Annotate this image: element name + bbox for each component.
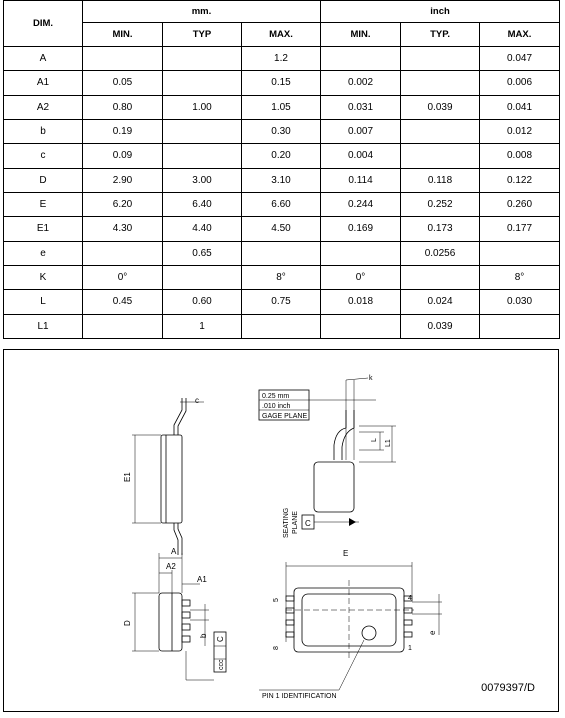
value-cell: 0.041 — [480, 95, 560, 119]
dim-header: DIM. — [4, 1, 83, 47]
value-cell: 0.244 — [321, 192, 401, 216]
inch-header: inch — [321, 1, 560, 23]
value-cell: 1.00 — [163, 95, 242, 119]
value-cell — [321, 47, 401, 71]
value-cell: 1 — [163, 314, 242, 338]
value-cell: 0.173 — [401, 217, 480, 241]
value-cell: 0.122 — [480, 168, 560, 192]
value-cell: 0.0256 — [401, 241, 480, 265]
value-cell: 1.2 — [242, 47, 321, 71]
value-cell: 3.00 — [163, 168, 242, 192]
value-cell — [480, 314, 560, 338]
table-row — [4, 192, 560, 216]
value-cell: 0.002 — [321, 71, 401, 95]
label-pin1: 1 — [408, 645, 412, 652]
label-pin5: 5 — [273, 598, 280, 602]
value-cell — [163, 47, 242, 71]
value-cell: 6.20 — [83, 192, 163, 216]
dimensions-table — [3, 0, 560, 339]
value-cell: 0.45 — [83, 290, 163, 314]
value-cell: 3.10 — [242, 168, 321, 192]
dim-cell: A1 — [4, 71, 83, 95]
package-drawing — [3, 349, 559, 712]
value-cell: 0.007 — [321, 119, 401, 143]
value-cell: 0.05 — [83, 71, 163, 95]
value-cell: 2.90 — [83, 168, 163, 192]
sub-header: TYP — [163, 23, 242, 47]
label-C: C — [305, 519, 311, 528]
label-C-box: C — [216, 636, 225, 642]
value-cell — [163, 119, 242, 143]
value-cell: 1.05 — [242, 95, 321, 119]
value-cell — [163, 144, 242, 168]
label-pin4: 4 — [408, 595, 412, 602]
value-cell: 0.006 — [480, 71, 560, 95]
table-row — [4, 95, 560, 119]
label-ccc: ccc — [218, 659, 225, 670]
dim-cell: L — [4, 290, 83, 314]
value-cell: 0.004 — [321, 144, 401, 168]
label-c: c — [195, 396, 199, 405]
value-cell — [401, 119, 480, 143]
dim-cell: K — [4, 265, 83, 289]
value-cell — [480, 241, 560, 265]
label-A1: A1 — [197, 575, 207, 584]
value-cell: 6.60 — [242, 192, 321, 216]
table-row — [4, 217, 560, 241]
package-drawing-svg — [4, 350, 560, 713]
gauge-detail — [259, 378, 396, 529]
top-view — [259, 562, 442, 690]
sub-header: MAX. — [480, 23, 560, 47]
table-row — [4, 241, 560, 265]
value-cell: 0.118 — [401, 168, 480, 192]
label-E: E — [343, 549, 349, 558]
value-cell — [83, 314, 163, 338]
table-body — [4, 47, 560, 339]
value-cell: 0.169 — [321, 217, 401, 241]
value-cell: 0.60 — [163, 290, 242, 314]
table-row — [4, 47, 560, 71]
sub-header: MIN. — [83, 23, 163, 47]
value-cell: 8° — [480, 265, 560, 289]
label-D: D — [123, 620, 132, 626]
value-cell: 0.018 — [321, 290, 401, 314]
value-cell — [401, 265, 480, 289]
dim-cell: e — [4, 241, 83, 265]
table-row — [4, 168, 560, 192]
table-row — [4, 314, 560, 338]
value-cell: 0.65 — [163, 241, 242, 265]
dim-cell: b — [4, 119, 83, 143]
value-cell: 0.15 — [242, 71, 321, 95]
label-gauge-inch: .010 inch — [262, 403, 291, 410]
value-cell — [242, 241, 321, 265]
value-cell: 0.75 — [242, 290, 321, 314]
value-cell — [242, 314, 321, 338]
label-L: L — [371, 438, 378, 442]
value-cell — [401, 47, 480, 71]
value-cell: 4.30 — [83, 217, 163, 241]
value-cell: 0.177 — [480, 217, 560, 241]
dim-cell: A — [4, 47, 83, 71]
value-cell: 0.047 — [480, 47, 560, 71]
value-cell: 4.50 — [242, 217, 321, 241]
value-cell — [401, 144, 480, 168]
label-b: b — [199, 633, 208, 638]
table-row — [4, 71, 560, 95]
value-cell: 0.19 — [83, 119, 163, 143]
sub-header: MIN. — [321, 23, 401, 47]
value-cell: 0.024 — [401, 290, 480, 314]
label-L1: L1 — [385, 439, 392, 447]
value-cell: 0.039 — [401, 95, 480, 119]
label-A2: A2 — [166, 562, 176, 571]
label-E1: E1 — [123, 472, 132, 482]
value-cell: 0.031 — [321, 95, 401, 119]
value-cell — [163, 265, 242, 289]
value-cell: 4.40 — [163, 217, 242, 241]
value-cell: 0.012 — [480, 119, 560, 143]
value-cell: 0° — [321, 265, 401, 289]
value-cell: 0° — [83, 265, 163, 289]
value-cell: 0.008 — [480, 144, 560, 168]
label-A: A — [171, 547, 177, 556]
value-cell: 6.40 — [163, 192, 242, 216]
label-plane: PLANE — [292, 511, 299, 534]
dim-cell: E — [4, 192, 83, 216]
mm-header: mm. — [83, 1, 321, 23]
sub-header: TYP. — [401, 23, 480, 47]
label-gauge-plane: GAGE PLANE — [262, 413, 308, 420]
value-cell — [321, 314, 401, 338]
value-cell: 0.30 — [242, 119, 321, 143]
sub-header: MAX. — [242, 23, 321, 47]
end-view — [132, 553, 226, 680]
table-row — [4, 119, 560, 143]
label-e: e — [428, 630, 437, 635]
label-seating: SEATING — [283, 507, 290, 538]
dim-cell: c — [4, 144, 83, 168]
value-cell — [401, 71, 480, 95]
value-cell: 0.252 — [401, 192, 480, 216]
value-cell — [83, 47, 163, 71]
value-cell: 0.09 — [83, 144, 163, 168]
value-cell — [163, 71, 242, 95]
dim-cell: D — [4, 168, 83, 192]
value-cell: 0.030 — [480, 290, 560, 314]
dim-cell: L1 — [4, 314, 83, 338]
value-cell — [321, 241, 401, 265]
label-pin1-id: PIN 1 IDENTIFICATION — [262, 693, 337, 700]
side-view — [132, 398, 204, 555]
label-pin8: 8 — [273, 646, 280, 650]
value-cell: 0.114 — [321, 168, 401, 192]
dim-cell: E1 — [4, 217, 83, 241]
value-cell — [83, 241, 163, 265]
label-k: k — [369, 375, 373, 382]
value-cell: 0.260 — [480, 192, 560, 216]
table-row — [4, 290, 560, 314]
table-row — [4, 144, 560, 168]
value-cell: 0.80 — [83, 95, 163, 119]
table-row — [4, 265, 560, 289]
drawing-number: 0079397/D — [481, 682, 535, 694]
label-gauge-mm: 0.25 mm — [262, 393, 290, 400]
value-cell: 0.20 — [242, 144, 321, 168]
value-cell: 0.039 — [401, 314, 480, 338]
value-cell: 8° — [242, 265, 321, 289]
dim-cell: A2 — [4, 95, 83, 119]
